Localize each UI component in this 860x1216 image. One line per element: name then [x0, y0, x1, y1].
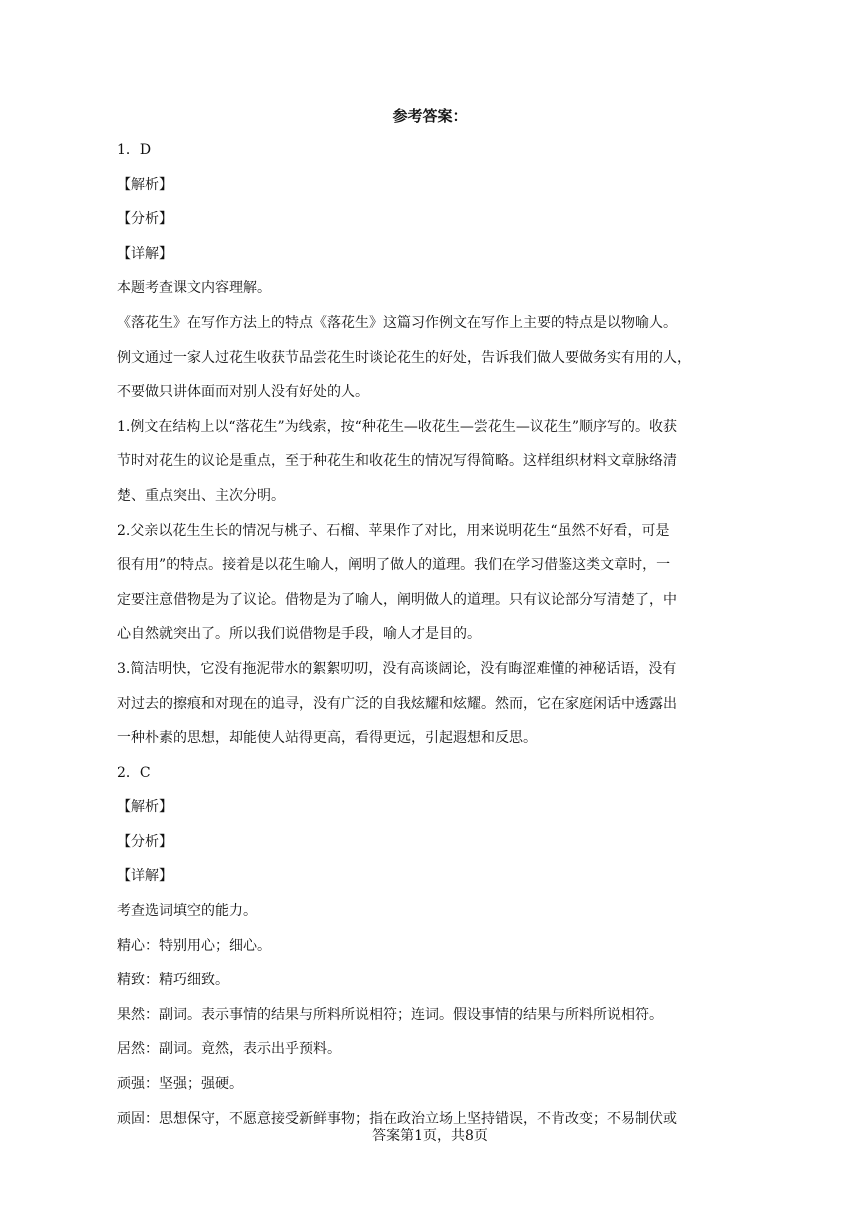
text-line: 精心：特别用心；细心。 [117, 937, 271, 954]
text-line: 考查选词填空的能力。 [117, 903, 257, 920]
text-line: 精致：精巧细致。 [117, 972, 229, 989]
text-line: 节时对花生的议论是重点，至于种花生和收花生的情况写得简略。这样组织材料文章脉络清 [117, 453, 677, 470]
text-line: 顽固：思想保守，不愿意接受新鲜事物；指在政治立场上坚持错误，不肯改变；不易制伏或 [117, 1110, 677, 1127]
page-footer: 答案第1页，共8页 [372, 1128, 488, 1144]
text-line: 顽强：坚强；强硬。 [117, 1076, 243, 1093]
text-line: 2.父亲以花生生长的情况与桃子、石榴、苹果作了对比，用来说明花生“虽然不好看，可是 [117, 522, 670, 539]
text-line: 不要做只讲体面而对别人没有好处的人。 [117, 384, 369, 401]
text-line: 【分析】 [117, 833, 173, 850]
text-line: 【解析】 [117, 799, 173, 816]
text-line: 3.简洁明快，它没有拖泥带水的絮絮叨叨，没有高谈阔论，没有晦涩难懂的神秘话语，没有 [117, 660, 677, 677]
text-line: 《落花生》在写作方法上的特点《落花生》这篇习作例文在写作上主要的特点是以物喻人。 [117, 314, 677, 331]
page-title: 参考答案： [392, 107, 468, 125]
text-line: 【分析】 [117, 211, 173, 228]
text-line: 【解析】 [117, 176, 173, 193]
text-line: 【详解】 [117, 868, 173, 885]
text-line: 很有用”的特点。接着是以花生喻人，阐明了做人的道理。我们在学习借鉴这类文章时，一 [117, 557, 671, 574]
text-line: 对过去的擦痕和对现在的追寻，没有广泛的自我炫耀和炫耀。然而，它在家庭闲话中透露出 [117, 695, 677, 712]
text-line: 【详解】 [117, 245, 173, 262]
text-line: 心自然就突出了。所以我们说借物是手段，喻人才是目的。 [117, 626, 481, 643]
text-line: 本题考查课文内容理解。 [117, 280, 271, 297]
text-line: 楚、重点突出、主次分明。 [117, 487, 285, 504]
text-line: 居然：副词。竟然，表示出乎预料。 [117, 1041, 341, 1058]
text-line: 定要注意借物是为了议论。借物是为了喻人，阐明做人的道理。只有议论部分写清楚了，中 [117, 591, 677, 608]
text-line: 2．C [117, 764, 151, 781]
text-line: 果然：副词。表示事情的结果与所料所说相符；连词。假设事情的结果与所料所说相符。 [117, 1006, 663, 1023]
text-line: 1.例文在结构上以“落花生”为线索，按“种花生—收花生—尝花生—议花生”顺序写的。收获 [117, 418, 677, 435]
text-line: 1．D [117, 142, 152, 158]
text-line: 例文通过一家人过花生收获节品尝花生时谈论花生的好处，告诉我们做人要做务实有用的人， [117, 349, 691, 366]
answer-content [117, 133, 742, 1136]
text-line: 一种朴素的思想，却能使人站得更高，看得更远，引起遐想和反思。 [117, 730, 537, 747]
